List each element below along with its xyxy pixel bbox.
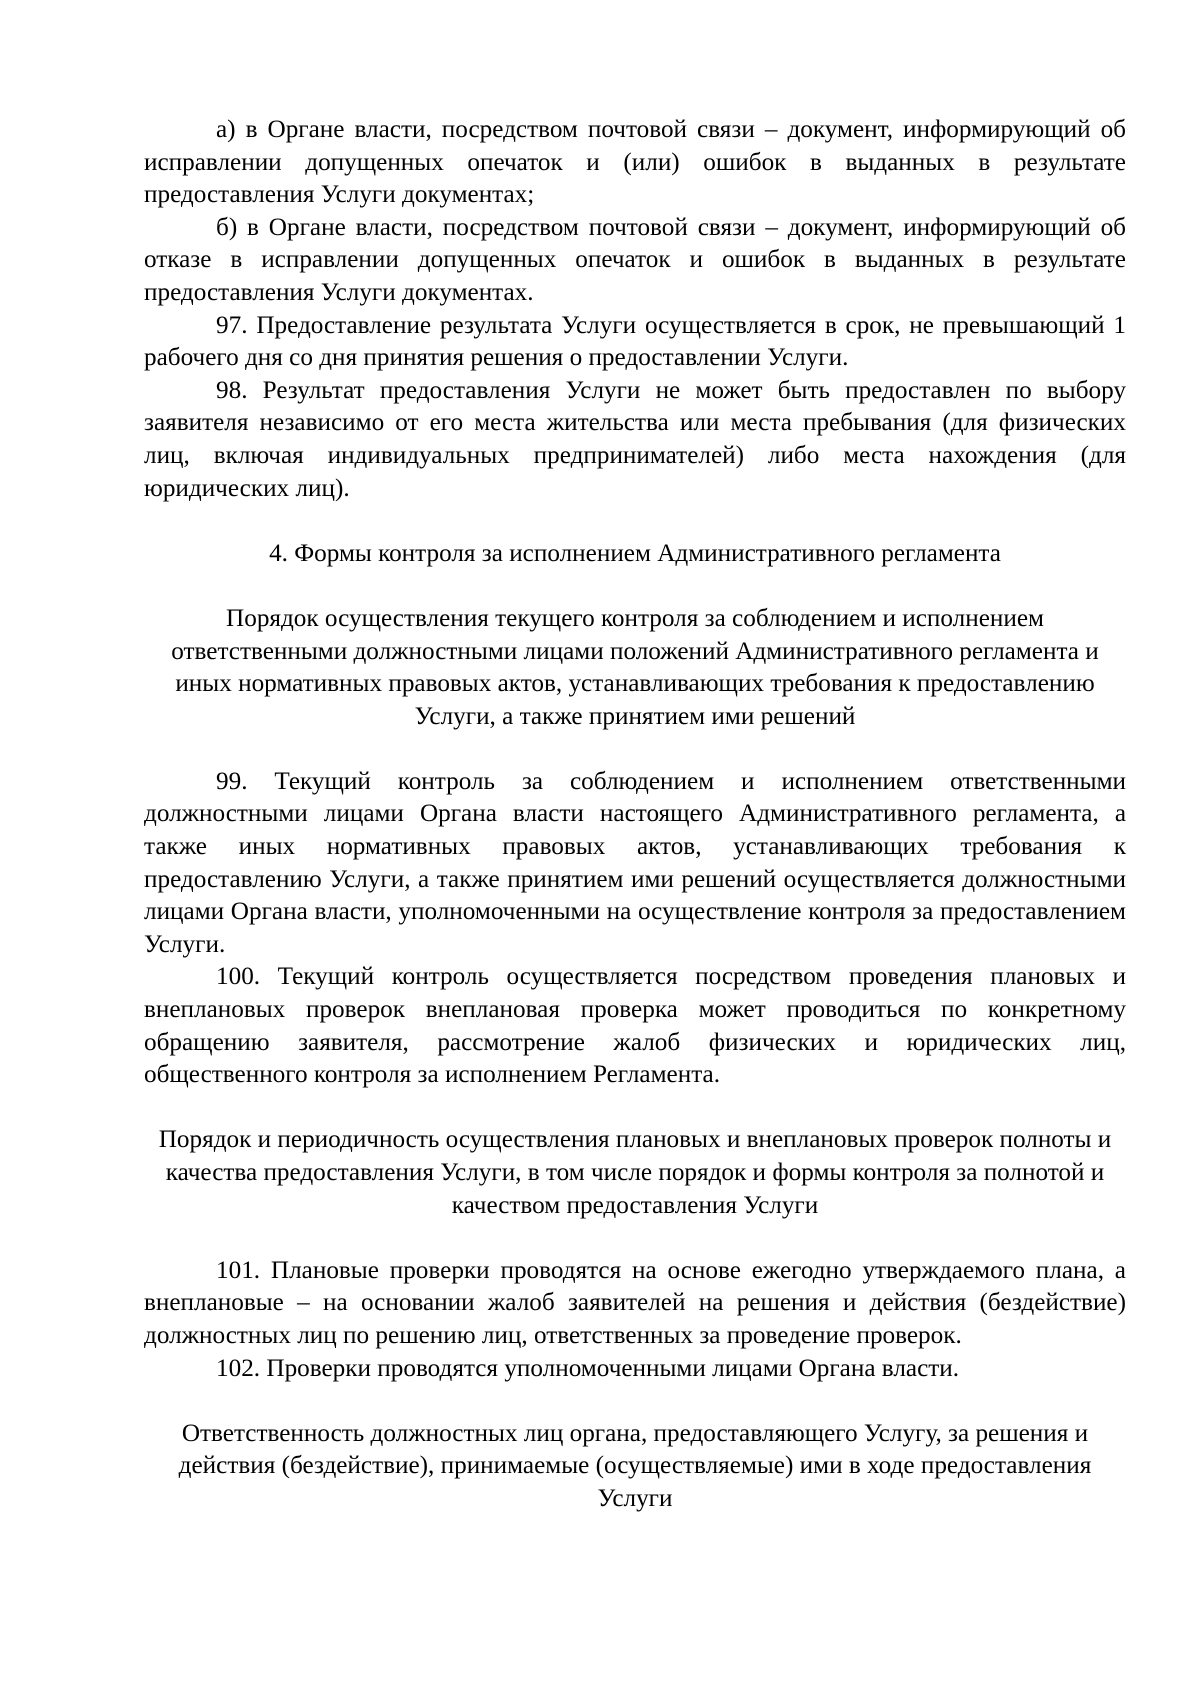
- spacer: [144, 1092, 1126, 1125]
- paragraph-102: 102. Проверки проводятся уполномоченными лицами Органа власти.: [216, 1354, 960, 1382]
- spacer: [144, 505, 1126, 538]
- spacer: [144, 1385, 1126, 1418]
- paragraph-b: б) в Органе власти, посредством почтовой связи – документ, информирующий об отказе в исправлении допущенных опечаток и ошибок в выданных в результате предоставления Услуги документах.: [144, 213, 1126, 306]
- paragraph-a: а) в Органе власти, посредством почтовой связи – документ, информирующий об исправлении допущенных опечаток и (или) ошибок в выданных в результате предоставления Услуги документах;: [144, 116, 1126, 209]
- spacer: [144, 733, 1126, 766]
- subheading-responsibility: Ответственность должностных лиц органа, предоставляющего Услугу, за решения и действия (бездействие), принимаемые (осуществляемые) ими в ходе предоставления Услуги: [178, 1419, 1092, 1512]
- subheading-inspections: Порядок и периодичность осуществления плановых и внеплановых проверок полноты и качества предоставления Услуги, в том числе порядок и формы контроля за полнотой и качеством предоставления Услуги: [158, 1126, 1112, 1219]
- paragraph-101: 101. Плановые проверки проводятся на основе ежегодно утверждаемого плана, а внеплановые – на основании жалоб заявителей на решения и действия (бездействие) должностных лиц по решению лиц, ответственных за проведение проверок.: [144, 1256, 1126, 1349]
- spacer: [144, 1222, 1126, 1255]
- spacer: [144, 570, 1126, 603]
- subheading-current-control: Порядок осуществления текущего контроля за соблюдением и исполнением ответственными должностными лицами положений Административного регламента и иных нормативных правовых актов, устанавливающих требования к предоставлению Услуги, а также принятием ими решений: [171, 604, 1099, 730]
- paragraph-98: 98. Результат предоставления Услуги не может быть предоставлен по выбору заявителя независимо от его места жительства или места пребывания (для физических лиц, включая индивидуальных предпринимателей) либо места нахождения (для юридических лиц).: [144, 376, 1126, 502]
- section-4-heading: 4. Формы контроля за исполнением Административного регламента: [269, 539, 1001, 567]
- paragraph-97: 97. Предоставление результата Услуги осуществляется в срок, не превышающий 1 рабочего дня со дня принятия решения о предоставлении Услуги.: [144, 311, 1126, 372]
- paragraph-100: 100. Текущий контроль осуществляется посредством проведения плановых и внеплановых проверок внеплановая проверка может проводиться по конкретному обращению заявителя, рассмотрение жалоб физических и юридических лиц, общественного контроля за исполнением Регламента.: [144, 963, 1126, 1089]
- paragraph-99: 99. Текущий контроль за соблюдением и исполнением ответственными должностными лицами Органа власти настоящего Административного регламента, а также иных нормативных правовых актов, устанавливающих требования к предоставлению Услуги, а также принятием ими решений осуществляется должностными лицами Органа власти, уполномоченными на осуществление контроля за предоставлением Услуги.: [144, 767, 1126, 958]
